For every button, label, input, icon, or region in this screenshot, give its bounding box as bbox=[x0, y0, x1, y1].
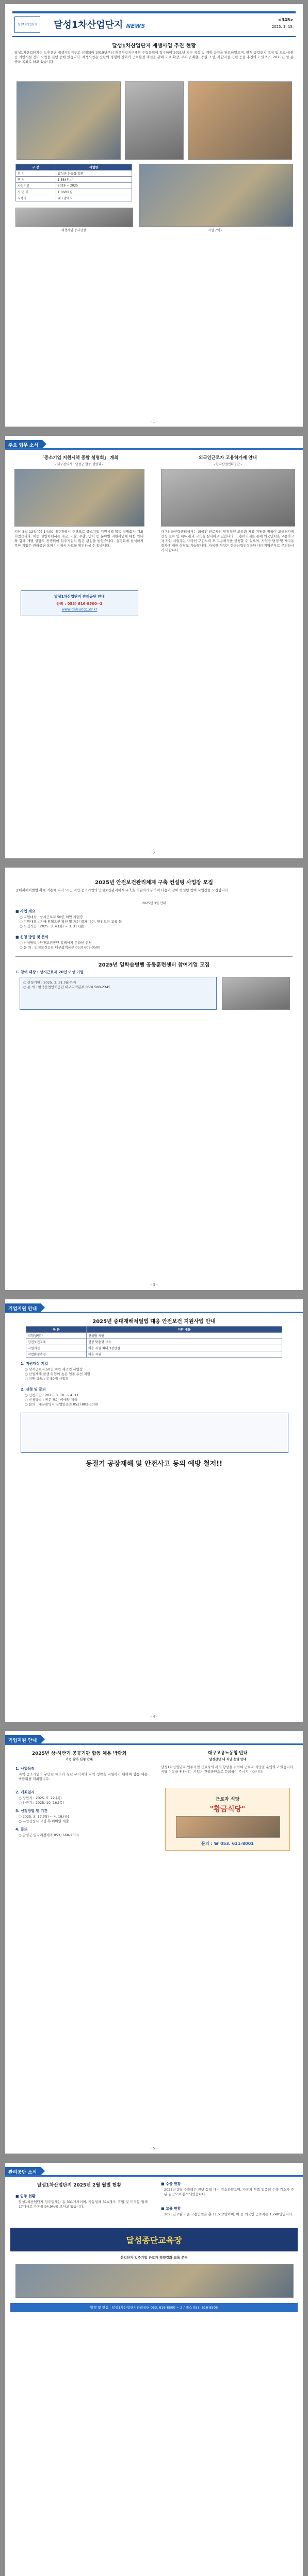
issue-number: <345> bbox=[278, 18, 294, 22]
right-body: 대구외국인력센터에서는 외국인 근로자의 안정적인 고용과 체류 지원을 위하여 고용허가제 신청 절차 및 체류 관리 교육을 실시하고 있습니다. 고용허가제를 통해 외국인력을 고용하고자 하는 사업주는 내국인 구인노력 후 고용허가를 신청할 수 있으며, 사업장 변경 및 재고용 절차에 대한 상담도 가능합니다. 자세한 사항은 한국산업인력공단 대구지역본부로 문의하시기 바랍니다. bbox=[161, 530, 294, 552]
page-number: - 2 - bbox=[150, 851, 158, 855]
right-body: 달성1차산업단지 입주기업 근로자의 복지 향상을 위하여 근로자 식당을 운영하고 있습니다. 식당 이용을 원하시는 기업은 관리공단으로 문의하여 주시기 바랍니다. bbox=[161, 1765, 294, 1774]
section-body: 달성1차산업단지 입주업체는 총 331개사이며, 가동업체 314개사, 휴업 및 미가동 업체 17개사로 가동률 94.9%를 보이고 있습니다. bbox=[19, 2200, 148, 2209]
card-title: 근로자 식당 bbox=[215, 1797, 240, 1802]
page-4 bbox=[5, 1299, 303, 1722]
page-number: - 3 - bbox=[150, 1283, 158, 1287]
section-heading: 1. 참여 대상 : 상시근로자 20인 이상 기업 bbox=[15, 970, 84, 974]
section-body: 지역 중소기업의 구인난 해소와 청년 구직자의 지역 정착을 지원하기 위하여 합동 채용 박람회를 개최합니다. bbox=[19, 1772, 148, 1781]
section-body: ○ 지원대상 : 상시근로자 50인 미만 사업장 ○ 지원내용 : 유해·위험요인 확인 및 개선 절차 마련, 안전보건 교육 등 ○ 모집기간 : 2025. 3. 4.(화) ~ 3. 31.(월) bbox=[20, 915, 122, 928]
divider bbox=[5, 1743, 303, 1745]
right-subtitle: - 한국산업인력공단 - bbox=[214, 463, 242, 466]
divider bbox=[5, 448, 303, 450]
seminar-photo bbox=[14, 469, 144, 527]
section-tab: 관리공단 소식 bbox=[5, 2167, 41, 2177]
header-bar bbox=[12, 11, 296, 37]
section-tab: 주요 업무 소식 bbox=[5, 440, 42, 450]
th-value: 사업량 bbox=[56, 164, 132, 171]
section-body: ○ 신청기한 : 2025. 3. 31.(월)까지 ○ 문 의 : 한국산업인력공단 대구지역본부 053) 580-2345 bbox=[23, 980, 111, 989]
table-row: 시행자 대구광역시 bbox=[16, 195, 132, 201]
th-category: 구 분 bbox=[16, 164, 56, 171]
section-heading: ■ 수출 현황 bbox=[161, 2182, 181, 2186]
support-table: 구 분 지원 내용 위험성평가 컨설팅 지원 안전보건교육 현장 맞춤형 교육 시설개선 비용 지원 최대 3천만원 작업환경측정 비용 지원 bbox=[26, 1326, 282, 1358]
page-number: - 5 - bbox=[150, 2146, 158, 2150]
notice-title-2: 2025년 일학습병행 공동훈련센터 참여기업 모집 bbox=[98, 962, 210, 968]
page-5 bbox=[5, 1731, 303, 2154]
ad-text: 산업단지 입주기업 근로자 역량강화 교육 운영 bbox=[120, 2256, 188, 2260]
header-title: 달성1차산업단지 bbox=[54, 20, 123, 30]
qr-image bbox=[222, 977, 290, 1010]
requirements-box bbox=[20, 977, 217, 1010]
table-row: 작업환경측정 비용 지원 bbox=[26, 1351, 282, 1358]
notice-intro: 중대재해처벌법 확대 적용에 따라 50인 미만 중소기업의 안전보건관리체계 구축을 지원하기 위하여 다음과 같이 컨설팅 참여 사업장을 모집합니다. bbox=[15, 888, 229, 892]
section-tab: 기업지원 안내 bbox=[5, 1303, 41, 1313]
page-6 bbox=[5, 2163, 303, 2576]
left-title: 2025년 상·하반기 공공기관 합동 채용 박람회 bbox=[31, 1751, 127, 1756]
page-2 bbox=[5, 436, 303, 858]
notice-date: 2025년 3월 안내 bbox=[142, 902, 166, 905]
section-heading: 2. 개최일시 bbox=[15, 1790, 35, 1794]
article-title: 달성1차산업단지 재생사업 추진 현황 bbox=[112, 43, 196, 49]
divider bbox=[5, 1312, 303, 1313]
page-number: - 1 - bbox=[150, 419, 158, 423]
left-subtitle: 기업 참가 신청 안내 bbox=[66, 1758, 93, 1761]
map-figure bbox=[139, 164, 293, 227]
right-subtitle: 달성산단 내 식당 운영 안내 bbox=[209, 1758, 247, 1761]
cafeteria-card bbox=[165, 1788, 290, 1851]
construction-photo bbox=[17, 81, 121, 160]
info-website-link[interactable]: www.dalsung1.or.kr bbox=[61, 607, 98, 612]
info-title: 달성1차산업단지 관리공단 안내 bbox=[54, 595, 105, 599]
card-phone: 문의 : ☎ 053. 611-8001 bbox=[201, 1841, 254, 1846]
issue-date: 2025. 3. 15. bbox=[271, 25, 294, 29]
section-heading: 1. 사업목적 bbox=[15, 1767, 35, 1771]
support-title: 2025년 중대재해처벌법 대응 안전보건 지원사업 안내 bbox=[92, 1319, 216, 1325]
section-heading: ■ 사업 개요 bbox=[15, 909, 36, 913]
training-banner bbox=[10, 2228, 298, 2251]
table-row: 사업기간 2019 ~ 2025 bbox=[16, 183, 132, 189]
notice-title: 2025년 안전보건관리체계 구축 컨설팅 사업장 모집 bbox=[95, 880, 213, 886]
section-body: 2025년 2월 수출액은 전년 동월 대비 감소하였으며, 자동차 부품 업종의 수출 감소가 주된 원인으로 분석되었습니다. bbox=[164, 2188, 294, 2196]
section-body: ○ 신청방법 : 안전보건공단 홈페이지 온라인 신청 ○ 문 의 : 안전보건공단 대구광역본부 053) 609-0500 bbox=[20, 941, 101, 950]
right-title: 외국인근로자 고용허가제 안내 bbox=[199, 455, 257, 461]
section-heading: 2. 신청 및 문의 bbox=[21, 1387, 46, 1392]
stats-title: 달성1차산업단지 2025년 2월 월별 현황 bbox=[37, 2183, 122, 2188]
section-tab: 기업지원 안내 bbox=[5, 1735, 41, 1745]
logo: 달성1차산업단지 bbox=[14, 16, 40, 33]
map-image bbox=[15, 208, 133, 227]
section-body: ○ 신청기간 : 2025. 3. 10. ~ 4. 11. ○ 신청방법 : 공문 또는 이메일 제출 ○ 문의 : 대구광역시 산업안전과 053) 803-3000 bbox=[25, 1393, 98, 1406]
safety-banner: 동절기 공장재해 및 안전사고 등의 예방 철저!! bbox=[85, 1460, 223, 1468]
project-table bbox=[15, 164, 132, 201]
page-number: - 4 - bbox=[150, 1715, 158, 1719]
right-title: 대구고용노동청 안내 bbox=[208, 1751, 248, 1756]
page-3 bbox=[5, 868, 303, 1290]
food-photo bbox=[176, 1816, 280, 1838]
page-1 bbox=[5, 4, 303, 427]
banner-title: 달성종단교육장 bbox=[126, 2235, 182, 2245]
table-row: 시설개선 비용 지원 최대 3천만원 bbox=[26, 1345, 282, 1351]
section-heading: ■ 신청 방법 및 문의 bbox=[15, 935, 48, 939]
card-name: "황금식당" bbox=[209, 1805, 246, 1814]
training-ad-image bbox=[15, 2264, 294, 2298]
section-heading: ■ 고용 현황 bbox=[161, 2207, 181, 2211]
section-heading: ■ 입주 현황 bbox=[15, 2194, 36, 2198]
table-row: 위 치 달성군 논공읍 일원 bbox=[16, 171, 132, 177]
header-news: NEWS bbox=[126, 23, 145, 29]
footer-bar: 발행 및 편집 : 달성1차산업단지관리공단 053. 616-8500 ~ 2 / 팩스 053. 616-8505 bbox=[10, 2303, 298, 2312]
left-body: 지난 3월 12일(수) 14:00 대구광역시 주관으로 중소기업 지원시책 합동 설명회가 개최되었습니다. 이번 설명회에서는 자금, 기술, 수출, 인력 등 분야별 지원사업에 대한 안내와 함께 개별 상담도 진행되어 입주기업의 많은 관심을 받았습니다. 설명회에 참석하지 못한 기업은 관리공단 홈페이지에서 자료를 확인하실 수 있습니다. bbox=[14, 530, 143, 548]
article-body: 달성1차산업단지는 노후산단 재생사업지구로 선정되어 2019년부터 재생사업지구계획 수립용역에 착수하여 2021년 지구 지정 및 계획 승인을 완료하였으며, 현재 공업용지 조성 및 도로·공원 등 기반시설 정비 사업을 진행 중에 있습니다. 재생사업은 산단의 경쟁력 강화와 근로환경 개선을 위해 도로 확장, 주차장 확충, 공원 조성, 복합시설 건립 등을 추진하고 있으며, 2025년 말 준공을 목표로 하고 있습니다. bbox=[14, 50, 294, 64]
section-body: 2025년 2월 기준 고용인원은 총 11,512명이며, 이 중 외국인 근로자는 1,240명입니다. bbox=[164, 2212, 294, 2216]
section-heading: 1. 지원대상 기업 bbox=[21, 1362, 48, 1366]
section-heading: 4. 문의 bbox=[15, 1827, 28, 1832]
table-row: 사 업 비 1,060억원 bbox=[16, 189, 132, 195]
left-subtitle: - 대구광역시 · 달성군 합동 설명회 - bbox=[55, 463, 104, 466]
map-caption: 사업구역도 bbox=[208, 229, 223, 232]
divider bbox=[5, 2175, 303, 2177]
left-title: 「중소기업 지원시책 종합 설명회」 개최 bbox=[40, 455, 119, 461]
section-body: ○ 상반기 : 2025. 5. 22.(목) ○ 하반기 : 2025. 10. 16.(목) bbox=[19, 1796, 64, 1805]
table-row: 면 적 1,564천㎡ bbox=[16, 177, 132, 183]
section-body: ○ 상시근로자 50인 미만 제조업 사업장 ○ 산업재해 발생 위험이 높은 업종 우선 지원 ○ 지원 규모 : 총 80개 사업장 bbox=[25, 1367, 90, 1381]
checklist-box bbox=[21, 1413, 288, 1453]
divider bbox=[15, 956, 293, 957]
training-photo bbox=[161, 469, 295, 527]
site-photo bbox=[188, 81, 292, 160]
section-heading: 3. 신청방법 및 기간 bbox=[15, 1809, 48, 1813]
section-body: ○ 달성군 일자리경제과 053) 668-2300 bbox=[19, 1833, 79, 1837]
info-phone: 문의 : 053) 616-8500~2 bbox=[56, 602, 103, 606]
aerial-photo bbox=[125, 81, 184, 160]
section-body: ○ 2025. 3. 17.(월) ~ 4. 18.(금) ○ 구인신청서 작성 후 이메일 제출 bbox=[19, 1815, 69, 1823]
photo-caption: 재생사업 공사현장 bbox=[61, 229, 87, 232]
table-row: 안전보건교육 현장 맞춤형 교육 bbox=[26, 1339, 282, 1345]
info-box bbox=[21, 590, 138, 616]
table-row: 위험성평가 컨설팅 지원 bbox=[26, 1333, 282, 1339]
